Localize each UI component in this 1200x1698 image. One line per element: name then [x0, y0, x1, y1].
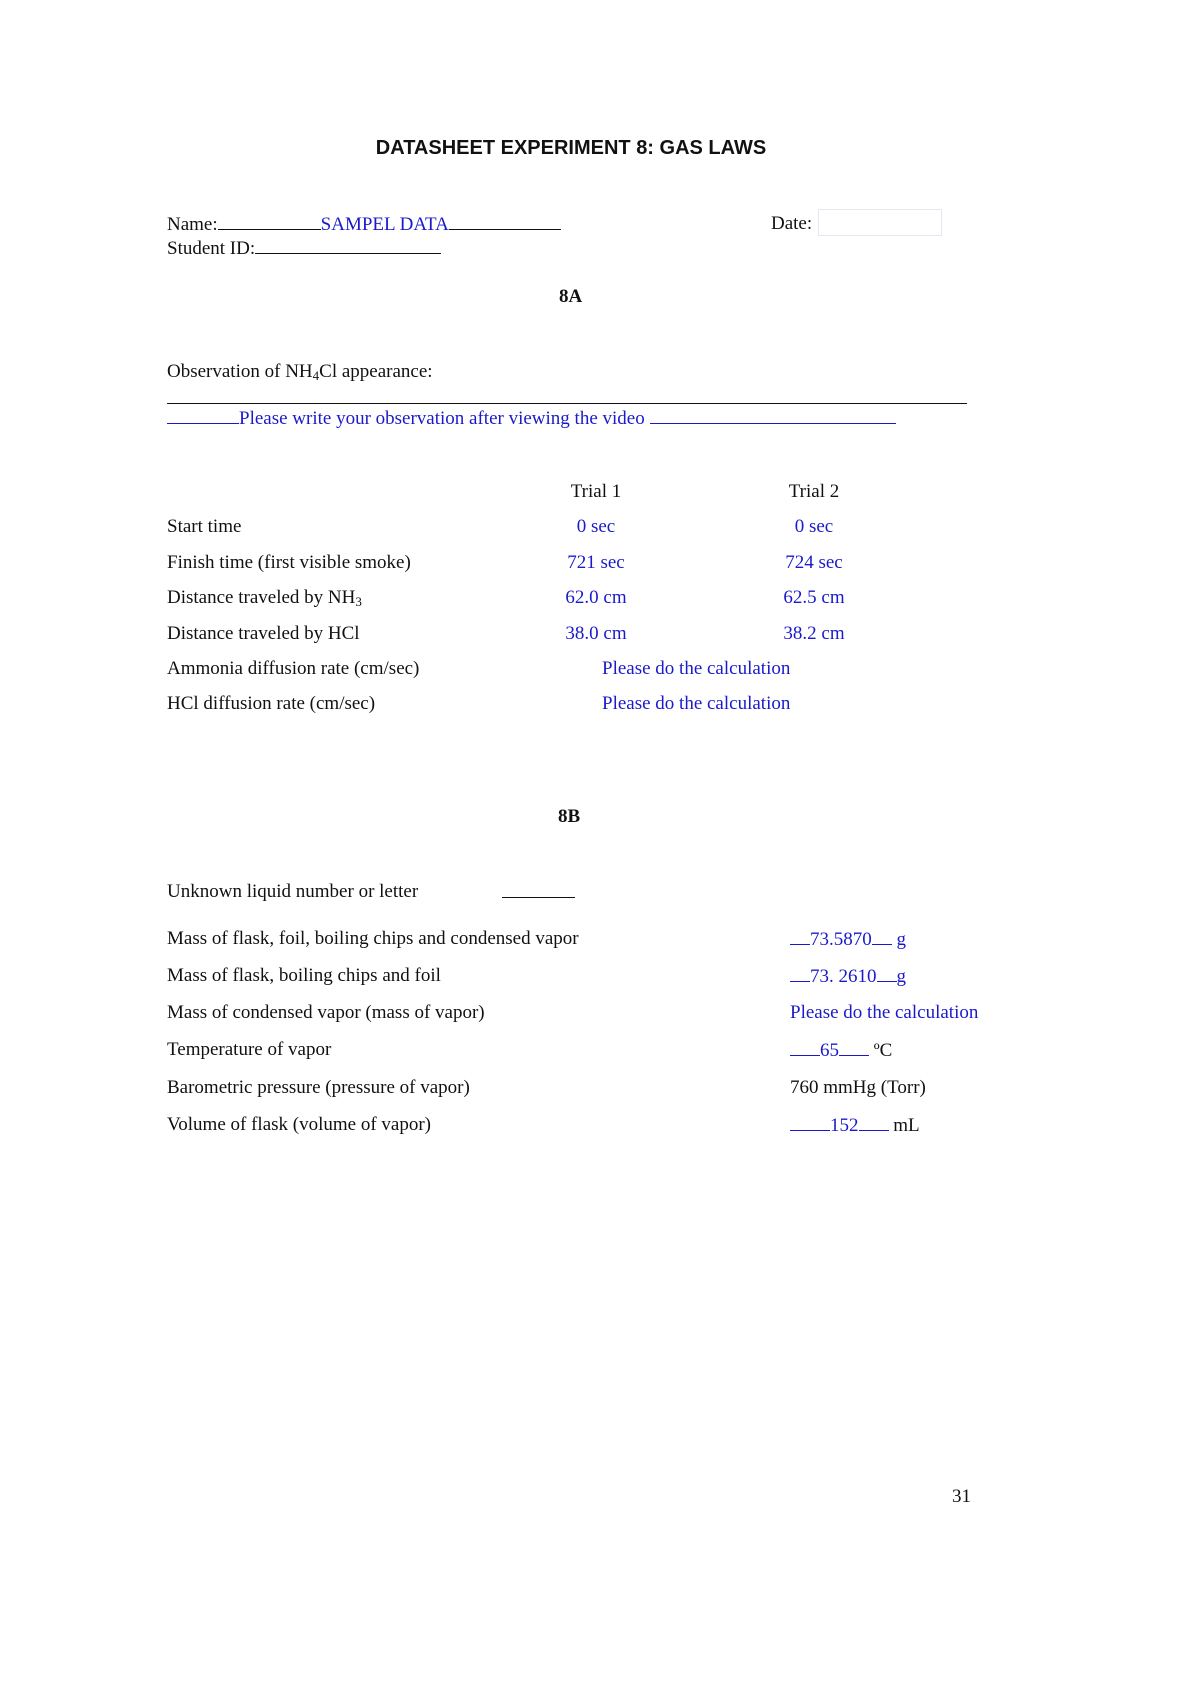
mass-flask-value[interactable] — [790, 966, 906, 986]
mass-flask-vapor-unit: g — [896, 929, 906, 950]
temperature-number: 65 — [820, 1040, 839, 1061]
distance-nh3-sub: 3 — [355, 594, 362, 609]
column-trial-1: Trial 1 — [570, 481, 622, 502]
row-label-ammonia-rate: Ammonia diffusion rate (cm/sec) — [167, 658, 420, 679]
underline — [790, 966, 810, 982]
row-label-mass-vapor: Mass of condensed vapor (mass of vapor) — [167, 1002, 485, 1023]
mass-flask-unit: g — [896, 966, 906, 987]
finish-time-trial-2[interactable]: 724 sec — [785, 552, 843, 573]
row-label-distance-hcl: Distance traveled by HCl — [167, 623, 360, 644]
row-label-mass-flask-vapor: Mass of flask, foil, boiling chips and condensed vapor — [167, 928, 579, 949]
name-label: Name: — [167, 214, 218, 235]
observation-field[interactable] — [167, 408, 896, 428]
mass-vapor-value[interactable]: Please do the calculation — [790, 1002, 979, 1023]
distance-nh3-text: Distance traveled by NH — [167, 587, 356, 608]
student-id-row — [167, 238, 441, 258]
ammonia-rate-value[interactable]: Please do the calculation — [602, 658, 791, 679]
name-underline-left — [218, 214, 321, 230]
temperature-value[interactable] — [790, 1040, 892, 1060]
mass-flask-vapor-value[interactable] — [790, 929, 906, 949]
observation-underline-right — [650, 408, 896, 424]
student-id-label: Student ID: — [167, 238, 256, 259]
name-field[interactable]: SAMPEL DATA — [320, 214, 449, 235]
mass-flask-number: 73. 2610 — [810, 966, 877, 987]
column-trial-2: Trial 2 — [788, 481, 840, 502]
pressure-value: 760 mmHg (Torr) — [790, 1077, 926, 1098]
underline — [872, 929, 892, 945]
observation-underline-left — [167, 408, 239, 424]
row-label-finish-time: Finish time (first visible smoke) — [167, 552, 411, 573]
mass-flask-vapor-number: 73.5870 — [810, 929, 872, 950]
volume-number: 152 — [830, 1115, 859, 1136]
date-field[interactable] — [818, 209, 942, 236]
row-label-mass-flask: Mass of flask, boiling chips and foil — [167, 965, 441, 986]
date-label: Date: — [771, 213, 813, 234]
row-label-volume: Volume of flask (volume of vapor) — [167, 1114, 432, 1135]
volume-value[interactable] — [790, 1115, 920, 1135]
observation-rule — [167, 403, 967, 404]
finish-time-trial-1[interactable]: 721 sec — [567, 552, 625, 573]
underline — [839, 1040, 869, 1056]
observation-label-text: Observation of NH — [167, 361, 313, 382]
distance-nh3-trial-1[interactable]: 62.0 cm — [565, 587, 627, 608]
row-label-pressure: Barometric pressure (pressure of vapor) — [167, 1077, 470, 1098]
name-underline-right — [449, 214, 561, 230]
underline — [790, 1040, 820, 1056]
observation-label — [167, 362, 433, 381]
hcl-rate-value[interactable]: Please do the calculation — [602, 693, 791, 714]
underline — [790, 929, 810, 945]
row-label-temperature: Temperature of vapor — [167, 1039, 332, 1060]
section-8b-heading: 8B — [558, 806, 581, 827]
student-id-field[interactable] — [255, 238, 441, 254]
distance-nh3-trial-2[interactable]: 62.5 cm — [783, 587, 845, 608]
start-time-trial-2[interactable]: 0 sec — [794, 516, 834, 537]
page-number: 31 — [952, 1486, 971, 1507]
unknown-liquid-underline — [502, 882, 575, 898]
temperature-unit: ºC — [873, 1040, 893, 1061]
underline — [790, 1115, 830, 1131]
row-label-start-time: Start time — [167, 516, 242, 537]
row-label-hcl-rate: HCl diffusion rate (cm/sec) — [167, 693, 376, 714]
unknown-liquid-field[interactable] — [502, 882, 575, 902]
start-time-trial-1[interactable]: 0 sec — [576, 516, 616, 537]
underline — [877, 966, 897, 982]
section-8a-heading: 8A — [559, 286, 583, 307]
unknown-liquid-label: Unknown liquid number or letter — [167, 881, 419, 902]
observation-text: Please write your observation after viewing the video — [239, 408, 645, 429]
distance-hcl-trial-2[interactable]: 38.2 cm — [783, 623, 845, 644]
observation-label-text-2: Cl appearance: — [319, 361, 433, 382]
name-row — [167, 214, 561, 234]
observation-label-sub: 4 — [312, 368, 320, 383]
distance-hcl-trial-1[interactable]: 38.0 cm — [565, 623, 627, 644]
row-label-distance-nh3 — [167, 588, 362, 607]
page-title: DATASHEET EXPERIMENT 8: GAS LAWS — [375, 137, 767, 159]
underline — [859, 1115, 889, 1131]
volume-unit: mL — [893, 1115, 920, 1136]
